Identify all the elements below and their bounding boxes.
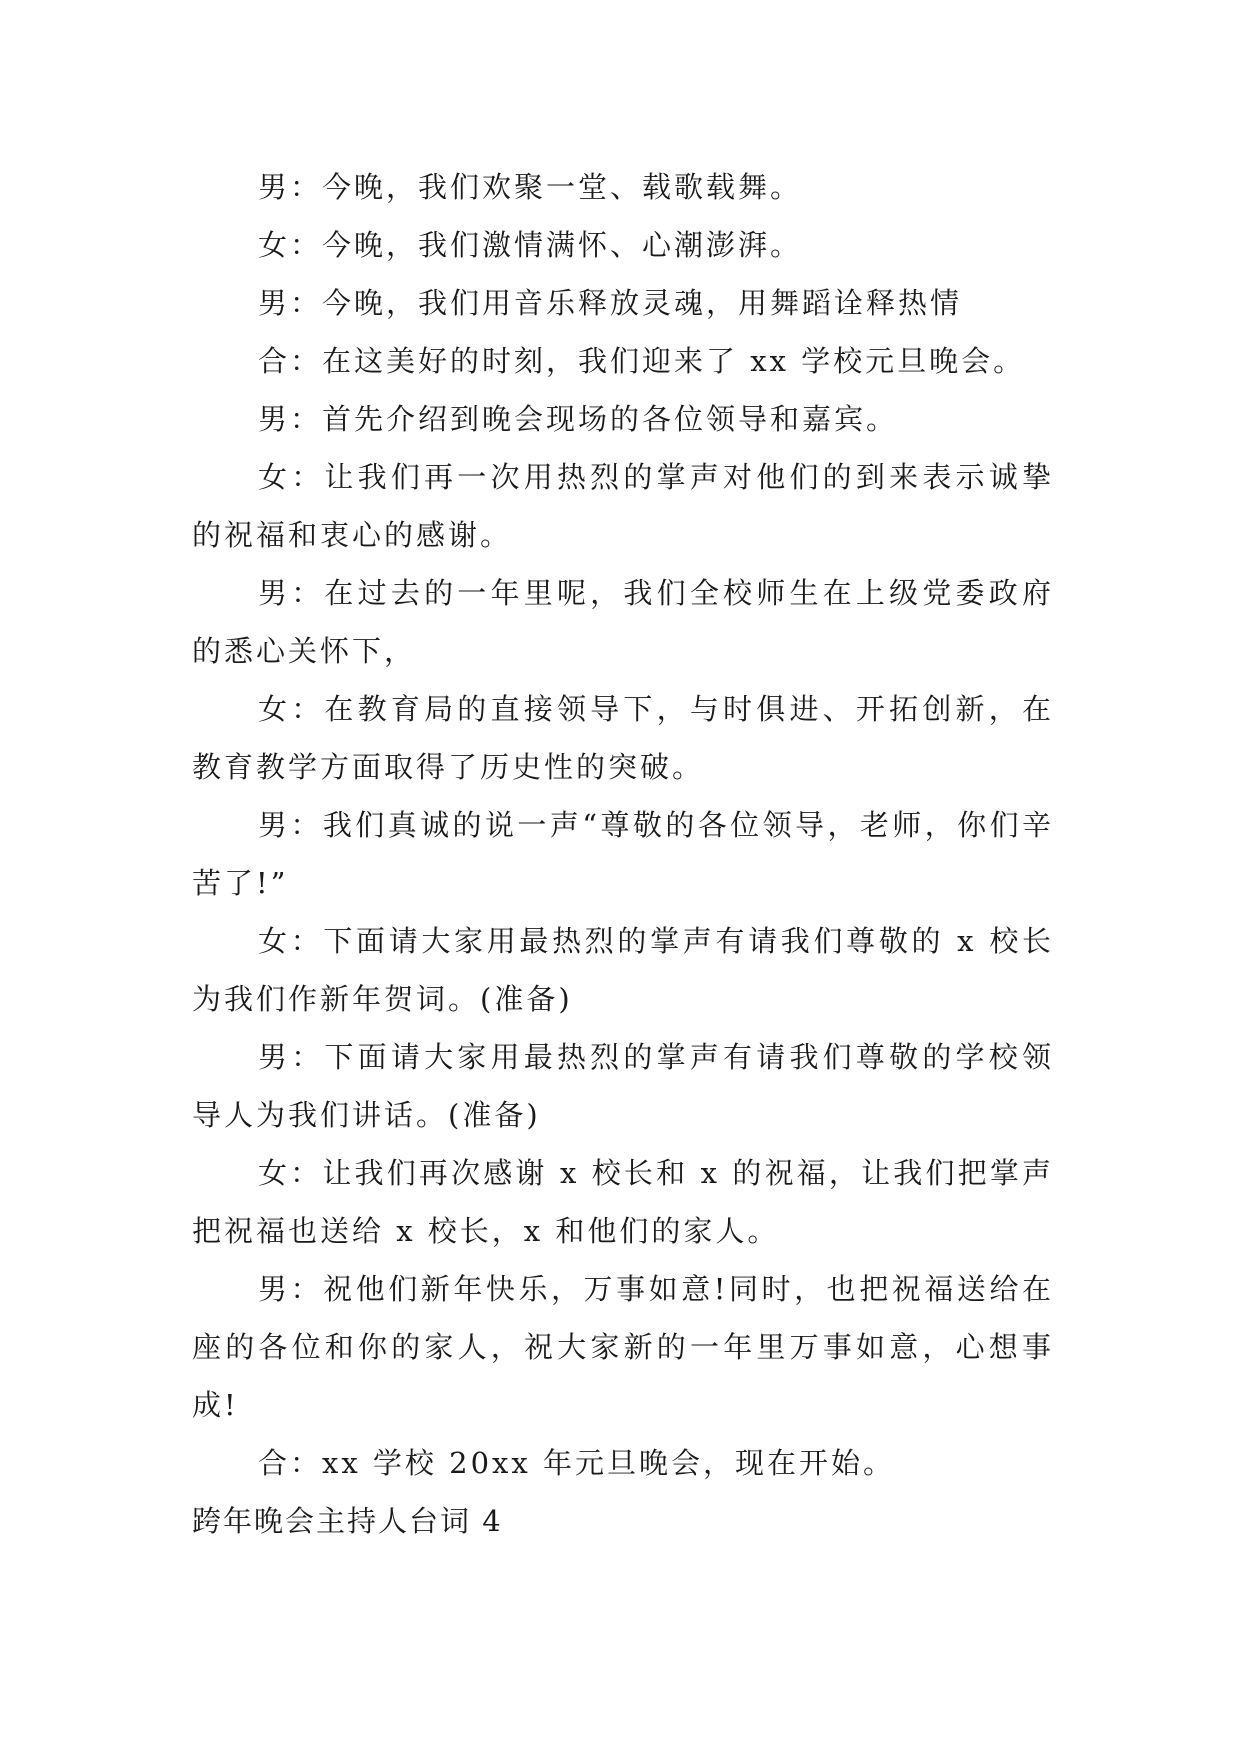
dialogue-line: 合：在这美好的时刻，我们迎来了 xx 学校元旦晚会。	[258, 344, 1026, 378]
dialogue-line: 女：下面请大家用最热烈的掌声有请我们尊敬的 x 校长为我们作新年贺词。(准备)	[192, 924, 1054, 1016]
dialogue-line: 男：祝他们新年快乐，万事如意!同时，也把祝福送给在座的各位和你的家人，祝大家新的一年里万事如意，心想事成!	[192, 1272, 1054, 1422]
dialogue-line: 合：xx 学校 20xx 年元旦晚会，现在开始。	[258, 1446, 895, 1480]
dialogue-line: 女：让我们再次感谢 x 校长和 x 的祝福，让我们把掌声把祝福也送给 x 校长，x 和他们的家人。	[192, 1156, 1054, 1248]
dialogue-line: 男：今晚，我们欢聚一堂、载歌载舞。	[258, 170, 803, 204]
dialogue-line: 男：今晚，我们用音乐释放灵魂，用舞蹈诠释热情	[258, 286, 963, 320]
document-body	[192, 158, 1054, 1550]
dialogue-line: 男：我们真诚的说一声“尊敬的各位领导，老师，你们辛苦了!”	[192, 808, 1054, 900]
section-heading: 跨年晚会主持人台词 4	[192, 1504, 503, 1538]
dialogue-line: 男：下面请大家用最热烈的掌声有请我们尊敬的学校领导人为我们讲话。(准备)	[192, 1040, 1054, 1132]
dialogue-line: 男：在过去的一年里呢，我们全校师生在上级党委政府的悉心关怀下，	[192, 576, 1054, 668]
dialogue-line: 女：今晚，我们激情满怀、心潮澎湃。	[258, 228, 803, 262]
dialogue-line: 男：首先介绍到晚会现场的各位领导和嘉宾。	[258, 402, 899, 436]
dialogue-line: 女：在教育局的直接领导下，与时俱进、开拓创新，在教育教学方面取得了历史性的突破。	[192, 692, 1054, 784]
dialogue-line: 女：让我们再一次用热烈的掌声对他们的到来表示诚挚的祝福和衷心的感谢。	[192, 460, 1054, 552]
